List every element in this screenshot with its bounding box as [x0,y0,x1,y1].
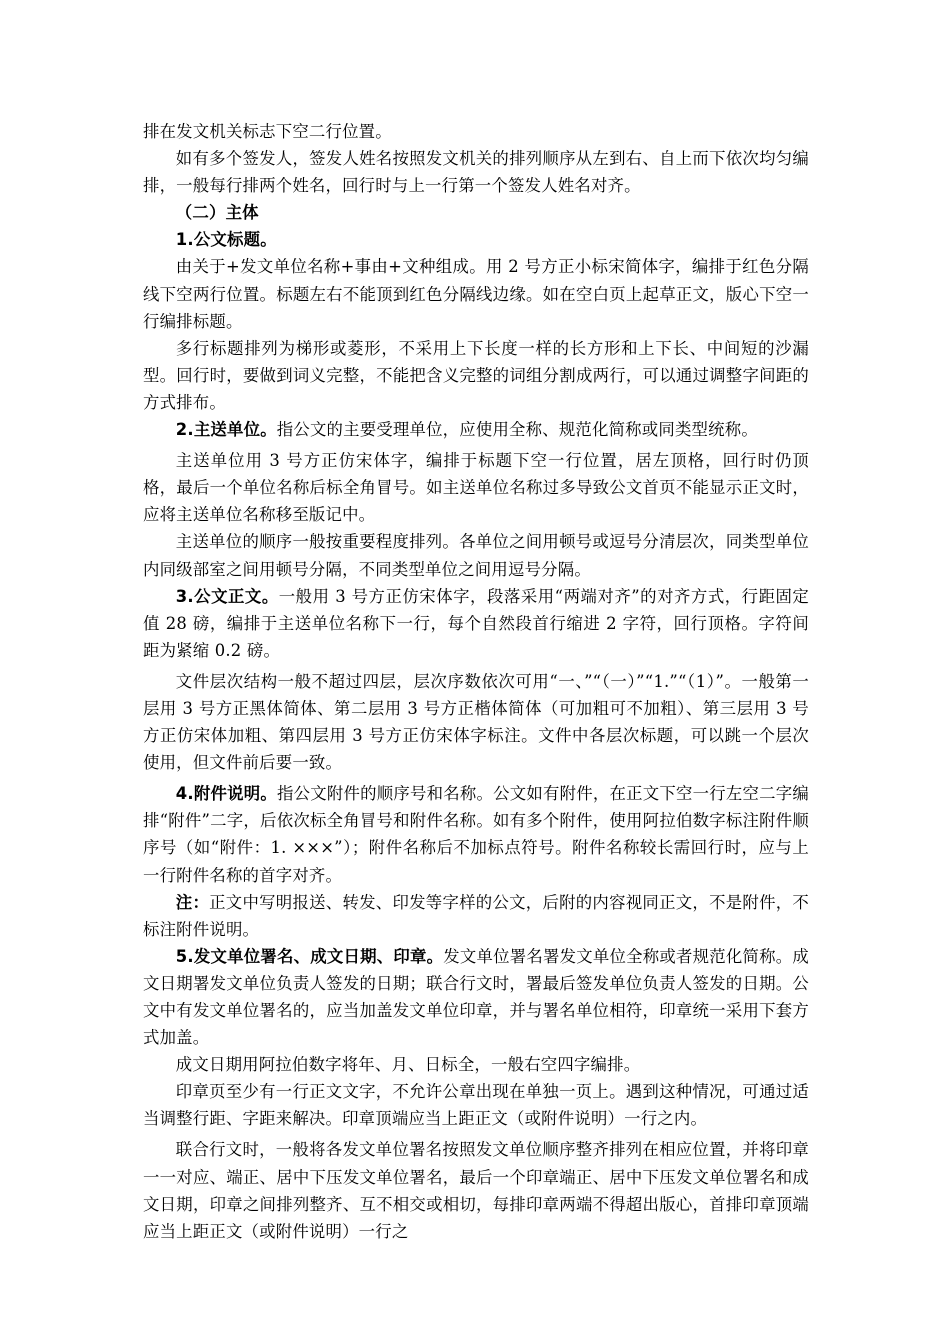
note-text: 正文中写明报送、转发、印发等字样的公文，后附的内容视同正文，不是附件，不标注附件说明。 [143,892,810,939]
section-heading: （二）主体 [175,203,259,223]
item-lead: 2.主送单位。 [175,420,277,440]
item-lead: 3.公文正文。 [175,586,279,606]
item-lead: 4.附件说明。 [175,784,277,804]
paragraph [143,780,809,888]
item-text: 一般用 3 号方正仿宋体字，段落采用“两端对齐”的对齐方式，行距固定值 28 磅，编排于主送单位名称下一行，每个自然段首行缩进 2 字符，回行顶格。字符间距为紧缩 0.2 磅。 [143,586,810,660]
paragraph [143,583,809,664]
paragraph: 排在发文机关标志下空二行位置。 [143,122,392,141]
paragraph: 多行标题排列为梯形或菱形，不采用上下长度一样的长方形和上下长、中间短的沙漏型。回行时，要做到词义完整，不能把含义完整的词组分割成两行，可以通过调整字间距的方式排布。 [143,338,809,412]
paragraph: 主送单位的顺序一般按重要程度排列。各单位之间用顿号或逗号分清层次，同类型单位内同级部室之间用顿号分隔，不同类型单位之间用逗号分隔。 [143,532,809,579]
paragraph: 成文日期用阿拉伯数字将年、月、日标全，一般右空四字编排。 [175,1055,641,1075]
paragraph [143,416,809,443]
paragraph [143,889,809,943]
paragraph: 主送单位用 3 号方正仿宋体字，编排于标题下空一行位置，居左顶格，回行时仍顶格，最后一个单位名称后标全角冒号。如主送单位名称过多导致公文首页不能显示正文时，应将主送单位名称移至版记中。 [143,451,809,525]
note-lead: 注： [175,892,210,912]
item-text: 指公文的主要受理单位，应使用全称、规范化简称或同类型统称。 [276,420,758,440]
paragraph: 印章页至少有一行正文文字，不允许公章出现在单独一页上。遇到这种情况，可通过适当调整行距、字距来解决。印章顶端应当上距正文（或附件说明）一行之内。 [143,1082,809,1129]
paragraph: 由关于+发文单位名称+事由+文种组成。用 2 号方正小标宋简体字，编排于红色分隔线下空两行位置。标题左右不能顶到红色分隔线边缘。如在空白页上起草正文，版心下空一行编排标题。 [143,257,809,331]
item-lead: 5.发文单位署名、成文日期、印章。 [175,946,444,966]
item-text: 指公文附件的顺序号和名称。公文如有附件，在正文下空一行左空二字编排“附件”二字，后依次标全角冒号和附件名称。如有多个附件，使用阿拉伯数字标注附件顺序号（如“附件：1. ×××”）；附件名称后不加标点符号。附件名称较长需回行时，应与上一行附件名称的首字对齐。 [143,784,809,885]
item-heading: 1.公文标题。 [175,230,277,250]
paragraph: 联合行文时，一般将各发文单位署名按照发文单位顺序整齐排列在相应位置，并将印章一一对应、端正、居中下压发文单位署名，最后一个印章端正、居中下压发文单位署名和成文日期，印章之间排列整齐、互不相交或相切，每排印章两端不得超出版心，首排印章顶端应当上距正文（或附件说明）一行之 [143,1140,809,1241]
paragraph: 文件层次结构一般不超过四层，层次序数依次可用“一、”“（一）”“1.”“（1）”。一般第一层用 3 号方正黑体简体、第二层用 3 号方正楷体简体（可加粗可不加粗）、第三层用 3 号方正仿宋体加粗、第四层用 3 号方正仿宋体字标注。文件中各层次标题，可以跳一个层次使用，但文件前后要一致。 [143,671,809,773]
paragraph: 如有多个签发人，签发人姓名按照发文机关的排列顺序从左到右、自上而下依次均匀编排，一般每行排两个姓名，回行时与上一行第一个签发人姓名对齐。 [143,149,809,196]
paragraph [143,943,809,1051]
item-text: 发文单位署名署发文单位全称或者规范化简称。成文日期署发文单位负责人签发的日期；联合行文时，署最后签发单位负责人签发的日期。公文中有发文单位署名的，应当加盖发文单位印章，并与署名单位相符，印章统一采用下套方式加盖。 [143,946,810,1048]
document-page [143,118,809,1245]
